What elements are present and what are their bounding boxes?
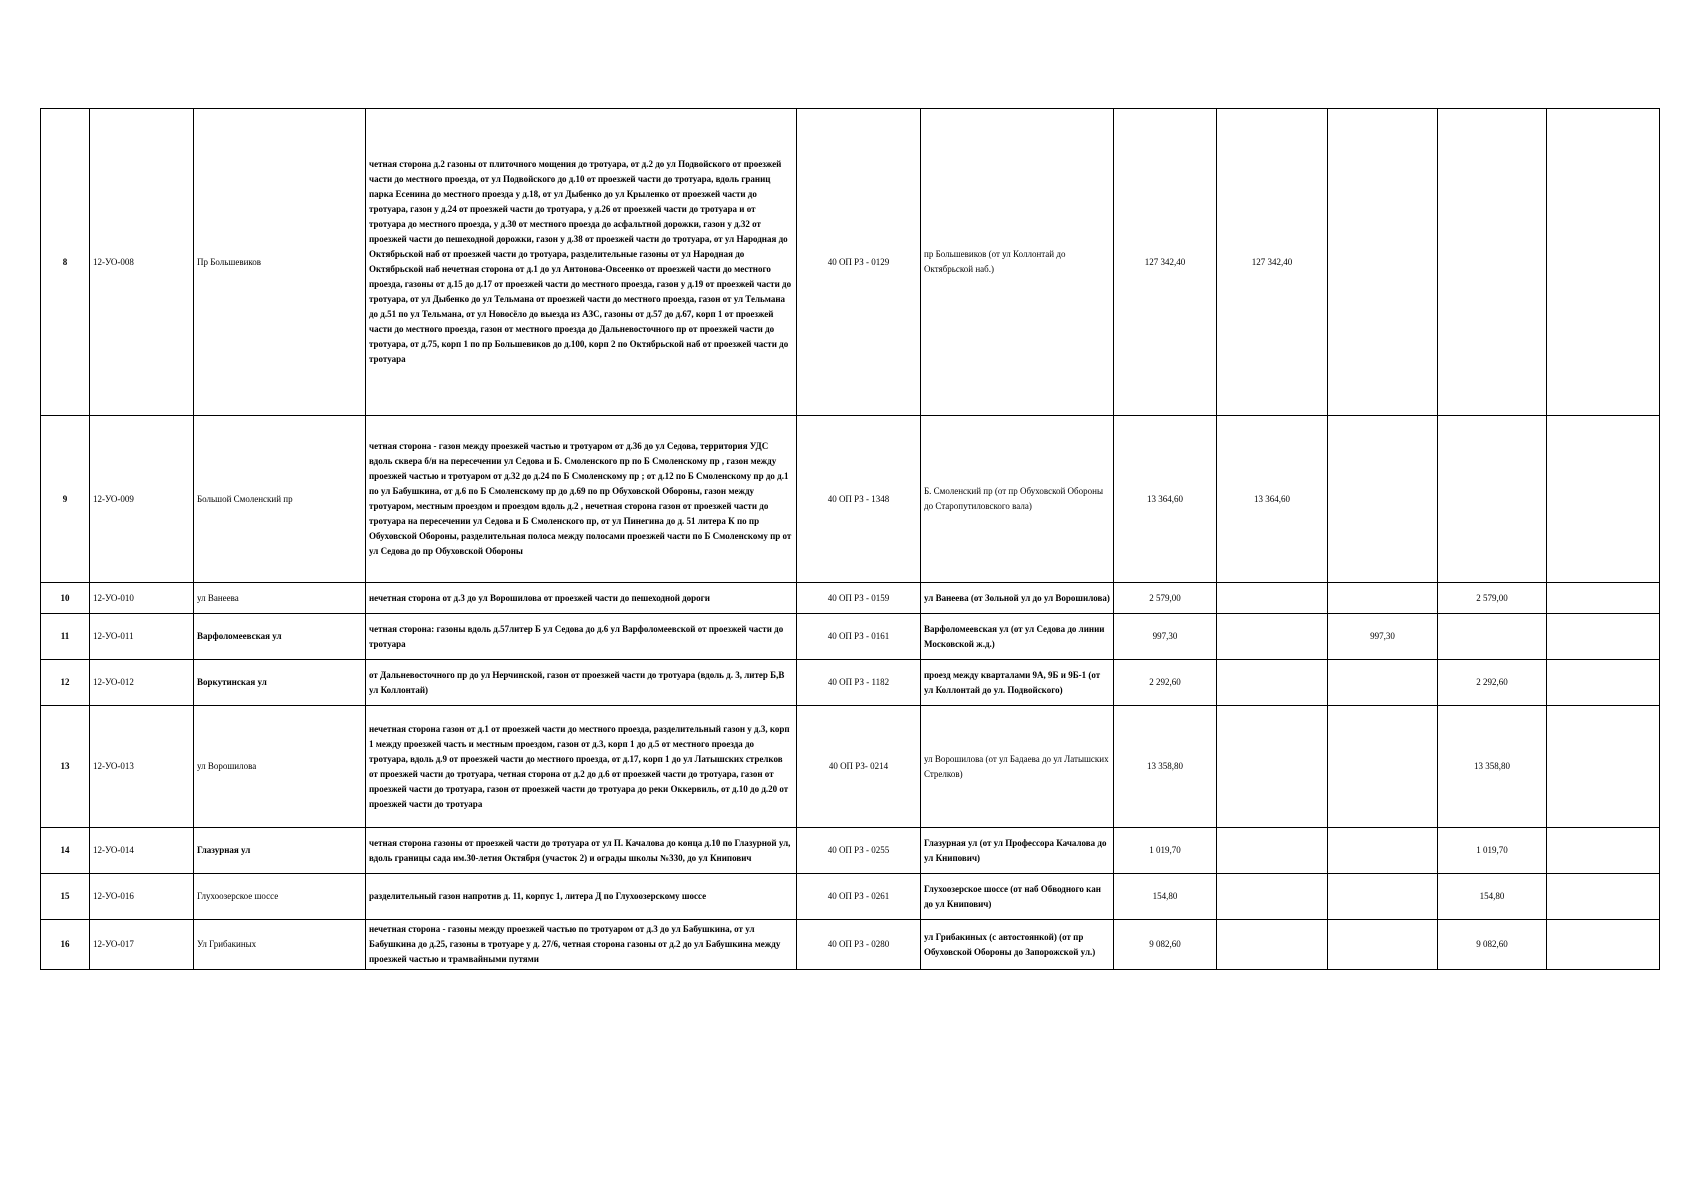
area-col-4 xyxy=(1547,874,1660,920)
area-col-3: 2 579,00 xyxy=(1438,583,1547,614)
table-row xyxy=(41,706,1660,828)
road-reference: 40 ОП РЗ- 0214 xyxy=(797,706,921,828)
table-row xyxy=(41,583,1660,614)
road-reference: 40 ОП РЗ - 0159 xyxy=(797,583,921,614)
register-table xyxy=(40,108,1660,970)
table-row xyxy=(41,109,1660,416)
object-code: 12-УО-011 xyxy=(90,614,194,660)
object-description: четная сторона - газон между проезжей частью и тротуаром от д.36 до ул Седова, территория УДС вдоль сквера б/н на пересечении ул Седова и Б. Смоленского пр по Б Смоленскому пр , газон между проезжей частью и тротуаром от д.32 до д.24 по Б Смоленскому пр ; от д.12 по Б Смоленскому пр до д.1 по ул Бабушкина, от д.6 по Б Смоленскому пр до д.69 по пр Обуховской Обороны, газон между тротуаром, местным проездом и проездом вдоль д.2 , нечетная сторона газон от проезжей части до тротуара на пересечении ул Седова и Б Смоленского пр, от ул Пинегина до д. 51 литера К по пр Обуховской Обороны, разделительная полоса между полосами проезжей части по Б Смоленскому пр от ул Седова до пр Обуховской Обороны xyxy=(366,416,797,583)
road-reference: 40 ОП РЗ - 0161 xyxy=(797,614,921,660)
road-segment: ул Ворошилова (от ул Бадаева до ул Латышских Стрелков) xyxy=(921,706,1114,828)
total-area: 9 082,60 xyxy=(1114,920,1217,970)
row-number: 10 xyxy=(41,583,90,614)
object-description: разделительный газон напротив д. 11, корпус 1, литера Д по Глухоозерскому шоссе xyxy=(366,874,797,920)
area-col-2 xyxy=(1328,583,1438,614)
road-segment: пр Большевиков (от ул Коллонтай до Октябрьской наб.) xyxy=(921,109,1114,416)
area-col-4 xyxy=(1547,416,1660,583)
area-col-3 xyxy=(1438,614,1547,660)
area-col-1 xyxy=(1217,583,1328,614)
object-name: Глухоозерское шоссе xyxy=(194,874,366,920)
area-col-1 xyxy=(1217,706,1328,828)
total-area: 127 342,40 xyxy=(1114,109,1217,416)
road-reference: 40 ОП РЗ - 1182 xyxy=(797,660,921,706)
object-name: ул Ворошилова xyxy=(194,706,366,828)
object-code: 12-УО-010 xyxy=(90,583,194,614)
object-name: Варфоломеевская ул xyxy=(194,614,366,660)
area-col-1: 13 364,60 xyxy=(1217,416,1328,583)
table-row xyxy=(41,660,1660,706)
area-col-2 xyxy=(1328,828,1438,874)
object-code: 12-УО-014 xyxy=(90,828,194,874)
area-col-3: 154,80 xyxy=(1438,874,1547,920)
table-row xyxy=(41,920,1660,970)
road-reference: 40 ОП РЗ - 0129 xyxy=(797,109,921,416)
area-col-3: 13 358,80 xyxy=(1438,706,1547,828)
object-name: Пр Большевиков xyxy=(194,109,366,416)
road-segment: проезд между кварталами 9А, 9Б и 9Б-1 (от ул Коллонтай до ул. Подвойского) xyxy=(921,660,1114,706)
area-col-4 xyxy=(1547,828,1660,874)
row-number: 8 xyxy=(41,109,90,416)
area-col-2 xyxy=(1328,660,1438,706)
total-area: 2 292,60 xyxy=(1114,660,1217,706)
object-code: 12-УО-013 xyxy=(90,706,194,828)
road-segment: ул Ванеева (от Зольной ул до ул Ворошилова) xyxy=(921,583,1114,614)
area-col-4 xyxy=(1547,614,1660,660)
object-description: нечетная сторона газон от д.1 от проезжей части до местного проезда, разделительный газон у д.3, корп 1 между проезжей часть и местным проездом, газон от д.3, корп 1 до д.5 от местного проезда до тротуара, вдоль д.9 от проезжей части до местного проезда, от д.17, корп 1 до ул Латышских стрелков от проезжей части до тротуара, четная сторона от д.2 до д.6 от проезжей части до тротуара, газон от проезжей части до тротуара, газон от проезжей части до тротуара до реки Оккервиль, от д.10 до д.20 от проезжей части до тротуара xyxy=(366,706,797,828)
object-description: нечетная сторона - газоны между проезжей частью по тротуаром от д.3 до ул Бабушкина, от ул Бабушкина до д.25, газоны в тротуаре у д. 27/6, четная сторона газоны от д.2 до ул Бабушкина между проезжей частью и трамвайными путями xyxy=(366,920,797,970)
table-row xyxy=(41,614,1660,660)
total-area: 997,30 xyxy=(1114,614,1217,660)
row-number: 13 xyxy=(41,706,90,828)
area-col-3 xyxy=(1438,416,1547,583)
object-name: Ул Грибакиных xyxy=(194,920,366,970)
row-number: 11 xyxy=(41,614,90,660)
object-code: 12-УО-012 xyxy=(90,660,194,706)
area-col-2 xyxy=(1328,706,1438,828)
area-col-2 xyxy=(1328,874,1438,920)
area-col-2: 997,30 xyxy=(1328,614,1438,660)
area-col-1: 127 342,40 xyxy=(1217,109,1328,416)
object-description: четная сторона: газоны вдоль д.57литер Б ул Седова до д.6 ул Варфоломеевской от проезжей части до тротуара xyxy=(366,614,797,660)
table-row xyxy=(41,828,1660,874)
area-col-1 xyxy=(1217,660,1328,706)
total-area: 2 579,00 xyxy=(1114,583,1217,614)
area-col-1 xyxy=(1217,614,1328,660)
area-col-1 xyxy=(1217,920,1328,970)
area-col-2 xyxy=(1328,109,1438,416)
object-description: от Дальневосточного пр до ул Нерчинской, газон от проезжей части до тротуара (вдоль д. 3, литер Б,В ул Коллонтай) xyxy=(366,660,797,706)
row-number: 16 xyxy=(41,920,90,970)
area-col-3: 1 019,70 xyxy=(1438,828,1547,874)
area-col-4 xyxy=(1547,109,1660,416)
area-col-4 xyxy=(1547,706,1660,828)
object-name: Глазурная ул xyxy=(194,828,366,874)
row-number: 15 xyxy=(41,874,90,920)
road-segment: Варфоломеевская ул (от ул Седова до линии Московской ж.д.) xyxy=(921,614,1114,660)
object-code: 12-УО-009 xyxy=(90,416,194,583)
area-col-1 xyxy=(1217,874,1328,920)
total-area: 154,80 xyxy=(1114,874,1217,920)
road-reference: 40 ОП РЗ - 0280 xyxy=(797,920,921,970)
road-reference: 40 ОП РЗ - 0255 xyxy=(797,828,921,874)
area-col-4 xyxy=(1547,920,1660,970)
object-code: 12-УО-008 xyxy=(90,109,194,416)
road-segment: Глухоозерское шоссе (от наб Обводного кан до ул Книпович) xyxy=(921,874,1114,920)
total-area: 1 019,70 xyxy=(1114,828,1217,874)
road-segment: Глазурная ул (от ул Профессора Качалова до ул Книпович) xyxy=(921,828,1114,874)
road-reference: 40 ОП РЗ - 0261 xyxy=(797,874,921,920)
area-col-3: 9 082,60 xyxy=(1438,920,1547,970)
total-area: 13 364,60 xyxy=(1114,416,1217,583)
object-description: четная сторона газоны от проезжей части до тротуара от ул П. Качалова до конца д.10 по Глазурной ул, вдоль границы сада им.30-летия Октября (участок 2) и ограды школы №330, до ул Книпович xyxy=(366,828,797,874)
object-description: четная сторона д.2 газоны от плиточного мощения до тротуара, от д.2 до ул Подвойского от проезжей части до местного проезда, от ул Подвойского до д.10 от проезжей части до тротуара, вдоль границ парка Есенина до местного проезда у д.18, от ул Дыбенко до ул Крыленко от проезжей части до тротуара, газон у д.24 от проезжей части до тротуара, у д.26 от проезжей части до тротуара и от тротуара до местного проезда, у д.30 от местного проезда до асфальтной дорожки, газон у д.32 от проезжей части до пешеходной дорожки, газон у д.38 от проезжей части до тротуара, от ул Народная до Октябрьской наб от проезжей части до тротуара, разделительные газоны от ул Народная до Октябрьской наб нечетная сторона от д.1 до ул Антонова-Овсеенко от проезжей части до местного проезда, газоны от д.15 до д.17 от проезжей части до местного проезда, газон у д.19 от проезжей части до тротуара, от ул Дыбенко до ул Тельмана от проезжей части до местного проезда, газон от ул Тельмана до д.51 по ул Тельмана, от ул Новосёло до выезда из АЗС, газоны от д.57 до д.67, корп 1 от проезжей части до местного проезда, газон от местного проезда до Дальневосточного пр от проезжей части до тротуара, от д.75, корп 1 по пр Большевиков до д.100, корп 2 по Октябрьской наб от проезжей части до тротуара xyxy=(366,109,797,416)
object-description: нечетная сторона от д.3 до ул Ворошилова от проезжей части до пешеходной дороги xyxy=(366,583,797,614)
road-segment: Б. Смоленский пр (от пр Обуховской Обороны до Старопутиловского вала) xyxy=(921,416,1114,583)
row-number: 14 xyxy=(41,828,90,874)
road-segment: ул Грибакиных (с автостоянкой) (от пр Обуховской Обороны до Запорожской ул.) xyxy=(921,920,1114,970)
area-col-3: 2 292,60 xyxy=(1438,660,1547,706)
area-col-4 xyxy=(1547,660,1660,706)
object-code: 12-УО-017 xyxy=(90,920,194,970)
row-number: 12 xyxy=(41,660,90,706)
table-row xyxy=(41,416,1660,583)
area-col-2 xyxy=(1328,416,1438,583)
total-area: 13 358,80 xyxy=(1114,706,1217,828)
object-name: ул Ванеева xyxy=(194,583,366,614)
area-col-2 xyxy=(1328,920,1438,970)
row-number: 9 xyxy=(41,416,90,583)
object-code: 12-УО-016 xyxy=(90,874,194,920)
road-reference: 40 ОП РЗ - 1348 xyxy=(797,416,921,583)
area-col-4 xyxy=(1547,583,1660,614)
object-name: Воркутинская ул xyxy=(194,660,366,706)
area-col-1 xyxy=(1217,828,1328,874)
table-row xyxy=(41,874,1660,920)
table-body xyxy=(41,109,1660,970)
object-name: Большой Смоленский пр xyxy=(194,416,366,583)
area-col-3 xyxy=(1438,109,1547,416)
